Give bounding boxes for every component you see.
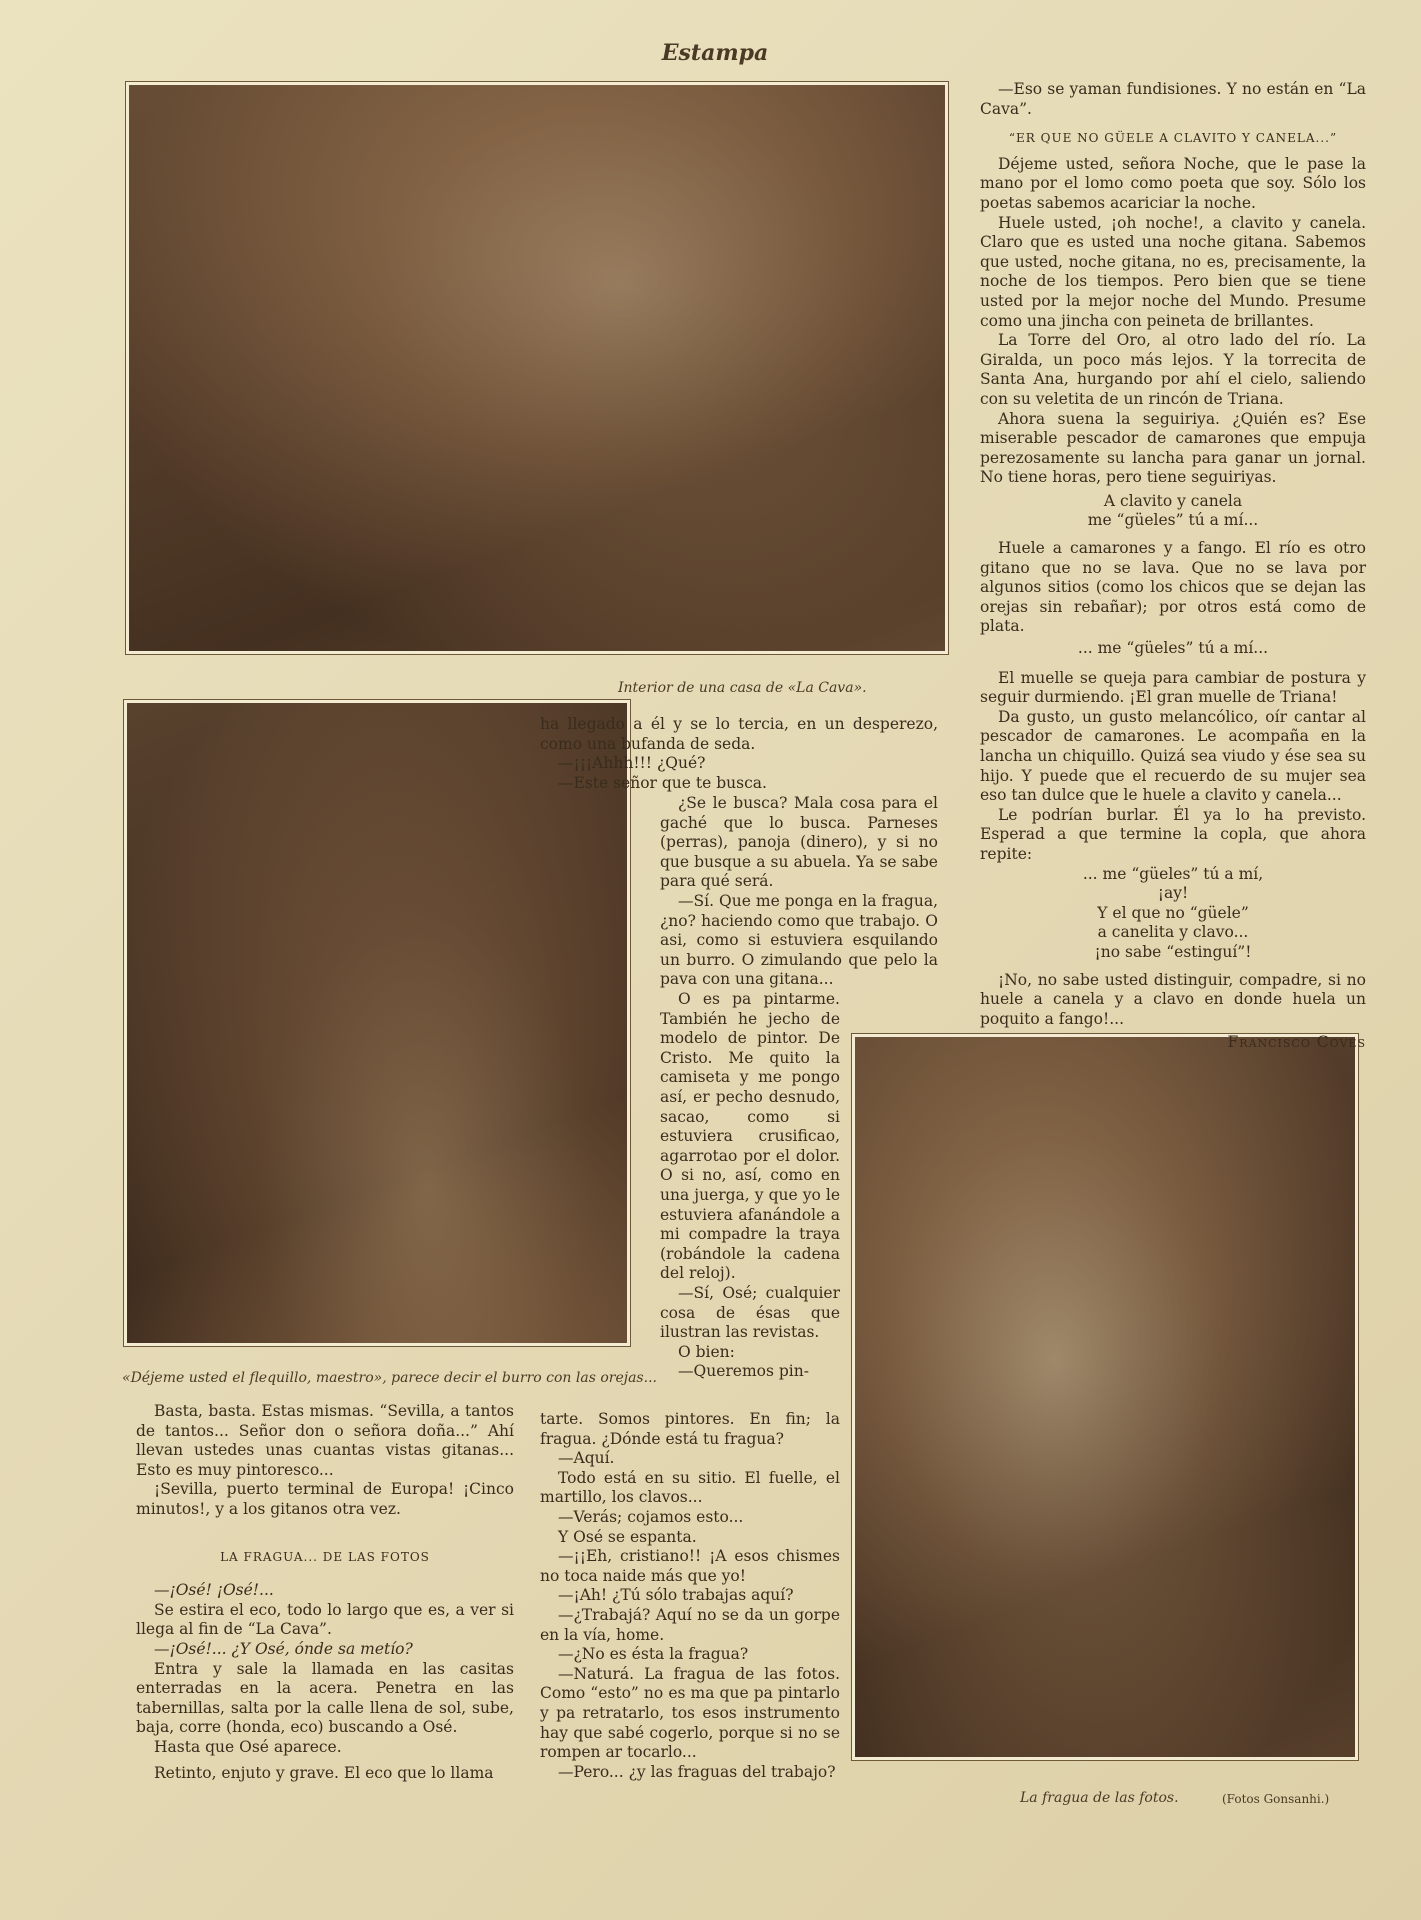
- paragraph: Entra y sale la llamada en las casitas enterradas en la acera. Penetra en las tabernillas, salta por la calle llena de sol, sube, baja, corre (honda, eco) buscando a Osé.: [136, 1659, 514, 1737]
- verse-line: ¡no sabe “estinguí”!: [1094, 942, 1252, 961]
- paragraph: Da gusto, un gusto melancólico, oír cantar al pescador de camarones. Le acompaña en la lancha un chiquillo. Quizá sea viudo y ése sea su hijo. Y puede que el recuerdo de su mujer sea eso tan dulce que le huele a clavito y canela...: [980, 707, 1366, 805]
- photo-fragua: [852, 1034, 1358, 1760]
- author-signature: Francisco Coves: [1227, 1033, 1366, 1052]
- paragraph: Ahora suena la seguiriya. ¿Quién es? Ese miserable pescador de camarones que empuja perezosamente su lancha para ganar un jornal. No tiene horas, pero tiene seguiriyas.: [980, 409, 1366, 487]
- paragraph: —¿No es ésta la fragua?: [558, 1645, 749, 1664]
- caption-interior: Interior de una casa de «La Cava».: [618, 680, 867, 696]
- paragraph: Hasta que Osé aparece.: [154, 1737, 342, 1756]
- paragraph: Todo está en su sitio. El fuelle, el martillo, los clavos...: [540, 1468, 840, 1507]
- paragraph: Déjeme usted, señora Noche, que le pase la mano por el lomo como poeta que soy. Sólo los poetas sabemos acariciar la noche.: [980, 154, 1366, 212]
- paragraph: —¡¡Eh, cristiano!! ¡A esos chismes no toca naide más que yo!: [540, 1547, 840, 1585]
- verse-line: ¡ay!: [1157, 884, 1189, 903]
- column-left: [136, 1402, 514, 1783]
- verse-line: A clavito y canela: [1103, 491, 1243, 510]
- paragraph: ¿Se le busca? Mala cosa para el gaché que lo busca. Parneses (perras), panoja (dinero), y si no que busque a su abuela. Ya se sabe para qué será.: [660, 794, 938, 891]
- column-middle-top: [540, 715, 938, 793]
- paragraph: ¡No, no sabe usted distinguir, compadre, si no huele a canela y a clavo en donde huela un poquito a fango!...: [980, 970, 1366, 1028]
- paragraph: —Sí. Que me ponga en la fragua, ¿no? haciendo como que trabajo. O asi, como si estuviera esquilando un burro. O zimulando que pelo la pava con una gitana...: [660, 891, 938, 989]
- paragraph: Basta, basta. Estas mismas. “Sevilla, a tantos de tantos... Señor don o señora doña...” Ahí llevan ustedes unas cuantas vistas gitanas... Esto es muy pintoresco...: [136, 1402, 514, 1479]
- paragraph: Y Osé se espanta.: [558, 1527, 697, 1546]
- paragraph: —¡Osé! ¡Osé!...: [154, 1581, 274, 1600]
- paragraph: Retinto, enjuto y grave. El eco que lo llama: [154, 1763, 494, 1782]
- paragraph: O es pa pintarme. También he jecho de modelo de pintor. De Cristo. Me quito la camiseta y me pongo así, er pecho desnudo, sacao, como si estuviera crusificao, agarrotao por el dolor. O si no, así, como en una juerga, y que yo le estuviera afanándole a mi compadre la traya (robándole la cadena del reloj).: [660, 990, 840, 1283]
- paragraph: —Eso se yaman fundisiones. Y no están en “La Cava”.: [980, 80, 1366, 118]
- column-middle-bottom: [540, 1410, 840, 1782]
- caption-fragua: La fragua de las fotos.: [1020, 1790, 1179, 1806]
- paragraph: La Torre del Oro, al otro lado del río. La Giralda, un poco más lejos. Y la torrecita de Santa Ana, hurgando por ahí el cielo, saliendo con su veletita de un rincón de Triana.: [980, 331, 1366, 408]
- paragraph: —Naturá. La fragua de las fotos. Como “esto” no es ma que pa pintarlo y pa retratarlo, tos esos instrumento hay que sabé cogerlo, porque si no se rompen ar tocarlo...: [540, 1664, 840, 1762]
- verse-line: ... me “güeles” tú a mí,: [1082, 864, 1264, 883]
- paragraph: Le podrían burlar. Él ya lo ha previsto. Esperad a que termine la copla, que ahora repite:: [980, 805, 1366, 863]
- paragraph: Se estira el eco, todo lo largo que es, a ver si llega al fin de “La Cava”.: [136, 1600, 514, 1639]
- verse-line: ... me “güeles” tú a mí...: [1077, 639, 1269, 658]
- paragraph: —Este señor que te busca.: [558, 773, 767, 792]
- paragraph: —¡Osé!... ¿Y Osé, ónde sa metío?: [154, 1639, 413, 1658]
- paragraph: —¿Trabajá? Aquí no se da un gorpe en la vía, home.: [540, 1605, 840, 1644]
- paragraph: Huele usted, ¡oh noche!, a clavito y canela. Claro que es usted una noche gitana. Sabemos que usted, noche gitana, no es, precisamente, la noche de los tiempos. Pero bien que se tiene usted por la mejor noche del Mundo. Presume como una jincha con peineta de brillantes.: [980, 213, 1366, 330]
- paragraph: —¡¡¡Ahhh!!! ¿Qué?: [558, 754, 706, 773]
- paragraph: O bien:: [678, 1342, 735, 1361]
- paragraph: —Queremos pin-: [678, 1362, 809, 1381]
- paragraph: tarte. Somos pintores. En fin; la fragua. ¿Dónde está tu fragua?: [540, 1410, 840, 1448]
- column-right: [980, 80, 1366, 1053]
- paragraph: Huele a camarones y a fango. El río es otro gitano que no se lava. Que no se lava por algunos sitios (como los chicos que se dejan las orejas sin rebañar); por otros está como de plata.: [980, 539, 1366, 636]
- photo-interior-la-cava: [126, 82, 948, 654]
- section-heading: “ER QUE NO GÜELE A CLAVITO Y CANELA...”: [1008, 131, 1338, 146]
- column-middle-narrow: [660, 794, 938, 990]
- masthead: Estampa: [661, 40, 769, 66]
- paragraph: —Verás; cojamos esto...: [558, 1507, 744, 1526]
- section-heading: LA FRAGUA... DE LAS FOTOS: [220, 1549, 430, 1564]
- verse-line: a canelita y clavo...: [1097, 923, 1249, 942]
- paragraph: ha llegado a él y se lo tercia, en un desperezo, como una bufanda de seda.: [540, 715, 938, 753]
- column-middle-narrow-2: [660, 990, 840, 1382]
- photo-credit: (Fotos Gonsanhi.): [1222, 1792, 1330, 1806]
- paragraph: El muelle se queja para cambiar de postura y seguir durmiendo. ¡El gran muelle de Triana!: [980, 668, 1366, 707]
- photo-burro: [124, 700, 630, 1346]
- paragraph: —Sí, Osé; cualquier cosa de ésas que ilustran las revistas.: [660, 1283, 840, 1342]
- paragraph: —¡Ah! ¿Tú sólo trabajas aquí?: [558, 1586, 794, 1605]
- verse-line: me “güeles” tú a mí...: [1087, 511, 1259, 530]
- paragraph: —Aquí.: [558, 1449, 615, 1468]
- caption-burro: «Déjeme usted el flequillo, maestro», parece decir el burro con las orejas...: [122, 1370, 657, 1386]
- paragraph: ¡Sevilla, puerto terminal de Europa! ¡Cinco minutos!, y a los gitanos otra vez.: [136, 1480, 514, 1518]
- paragraph: —Pero... ¿y las fraguas del trabajo?: [558, 1762, 836, 1781]
- verse-line: Y el que no “güele”: [1097, 903, 1249, 922]
